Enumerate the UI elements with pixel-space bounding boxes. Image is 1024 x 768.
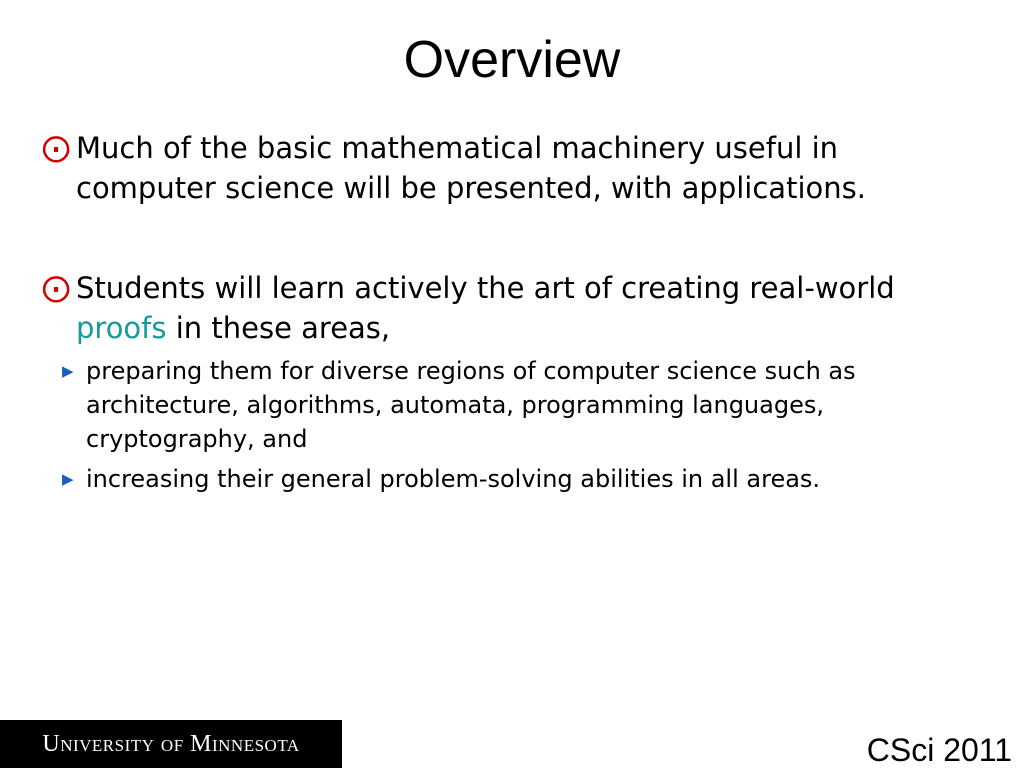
bullet-list [42,128,982,502]
gamma-bullet-icon: ⨀ [42,271,70,304]
bullet-text: Much of the basic mathematical machinery useful in computer science will be presented, with applications. [76,131,866,205]
logo-text: University of Minnesota [42,730,300,757]
sub-bullet-item [42,354,982,456]
bullet-item [42,268,982,348]
bullet-text: Students will learn actively the art of creating real-world [76,271,895,305]
sub-bullet-list [42,354,982,496]
sub-bullet-text: preparing them for diverse regions of computer science such as architecture, algorithms, automata, programming languages, cryptography, and [86,357,856,453]
spacer [42,208,982,268]
slide-title: Overview [403,31,621,89]
triangle-right-icon: ▶ [62,362,74,380]
course-label: CSci 2011 [866,732,1012,768]
bullet-item [42,128,982,208]
gamma-bullet-icon: ⨀ [42,131,70,164]
highlighted-term: proofs [76,311,167,345]
sub-bullet-text: increasing their general problem-solving abilities in all areas. [86,465,821,493]
triangle-right-icon: ▶ [62,470,74,488]
sub-bullet-item [42,462,982,496]
bullet-text: in these areas, [166,311,391,345]
university-logo [0,720,342,768]
